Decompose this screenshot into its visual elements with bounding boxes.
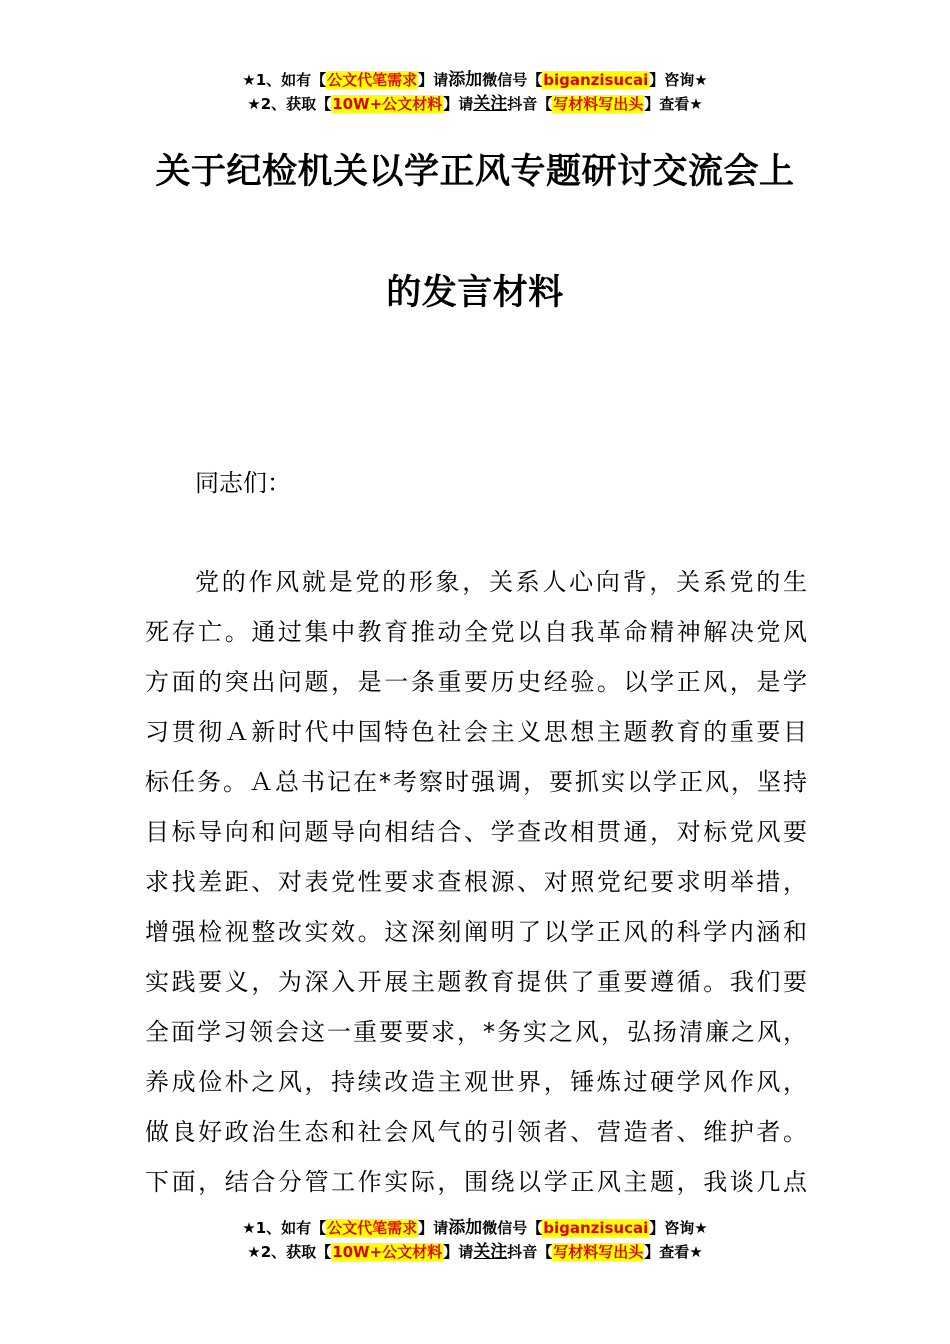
banner-text: ★1、如有【 (242, 71, 327, 89)
banner-highlight-wechat-id: biganzisucai (543, 1219, 649, 1237)
paragraph-line: 目标导向和问题导向相结合、学查改相贯通，对标党风要 (145, 818, 807, 846)
paragraph-line: 下面，结合分管工作实际，围绕以学正风主题，我谈几点 (145, 1168, 807, 1196)
banner-emphasis: 关注 (473, 1242, 508, 1262)
banner-text: ★1、如有【 (242, 1219, 327, 1237)
paragraph-line: 死存亡。通过集中教育推动全党以自我革命精神解决党风 (145, 618, 807, 646)
banner-text: 】咨询★ (649, 71, 708, 89)
banner-text: 抖音【 (507, 95, 553, 113)
banner-highlight-service: 公文代笔需求 (327, 1219, 418, 1237)
paragraph-line: 实践要义，为深入开展主题教育提供了重要遵循。我们要 (145, 968, 807, 996)
paragraph-line: 增强检视整改实效。这深刻阐明了以学正风的科学内涵和 (145, 918, 807, 946)
banner-emphasis: 关注 (473, 94, 508, 114)
paragraph-line: 做良好政治生态和社会风气的引领者、营造者、维护者。 (145, 1118, 807, 1146)
banner-text: 】请 (443, 1243, 474, 1261)
paragraph-line: 党的作风就是党的形象，关系人心向背，关系党的生 (195, 568, 807, 596)
banner-text: 】咨询★ (649, 1219, 708, 1237)
paragraph-line: 标任务。Ａ总书记在*考察时强调，要抓实以学正风，坚持 (145, 768, 807, 796)
footer-banner (0, 1216, 950, 1264)
banner-text: 微信号【 (482, 1219, 543, 1237)
banner-text: 】查看★ (644, 1243, 703, 1261)
banner-line-1 (0, 68, 950, 92)
header-banner (0, 68, 950, 116)
banner-highlight-materials: 10W+公文材料 (332, 1243, 443, 1261)
paragraph-line: 习贯彻Ａ新时代中国特色社会主义思想主题教育的重要目 (145, 718, 807, 746)
banner-text: 】请 (443, 95, 474, 113)
banner-emphasis: 添加 (448, 1218, 483, 1238)
banner-highlight-wechat-id: biganzisucai (543, 71, 649, 89)
banner-highlight-douyin: 写材料写出头 (553, 1243, 644, 1261)
banner-text: 】请 (418, 71, 449, 89)
banner-highlight-douyin: 写材料写出头 (553, 95, 644, 113)
banner-text: 】请 (418, 1219, 449, 1237)
paragraph-line: 全面学习领会这一重要要求，*务实之风，弘扬清廉之风， (145, 1018, 807, 1046)
document-title-line-1: 关于纪检机关以学正风专题研讨交流会上 (155, 152, 795, 192)
banner-line-1 (0, 1216, 950, 1240)
banner-text: 】查看★ (644, 95, 703, 113)
greeting: 同志们： (195, 469, 291, 497)
banner-highlight-service: 公文代笔需求 (327, 71, 418, 89)
banner-line-2 (0, 1240, 950, 1264)
banner-line-2 (0, 92, 950, 116)
paragraph-line: 方面的突出问题，是一条重要历史经验。以学正风，是学 (145, 668, 807, 696)
paragraph-line: 养成俭朴之风，持续改造主观世界，锤炼过硬学风作风， (145, 1068, 807, 1096)
document-title-line-2: 的发言材料 (386, 273, 564, 313)
banner-text: ★2、获取【 (247, 1243, 332, 1261)
paragraph-line: 求找差距、对表党性要求查根源、对照党纪要求明举措， (145, 868, 807, 896)
body-paragraph (145, 562, 807, 1212)
banner-highlight-materials: 10W+公文材料 (332, 95, 443, 113)
banner-text: ★2、获取【 (247, 95, 332, 113)
banner-emphasis: 添加 (448, 70, 483, 90)
banner-text: 微信号【 (482, 71, 543, 89)
banner-text: 抖音【 (507, 1243, 553, 1261)
